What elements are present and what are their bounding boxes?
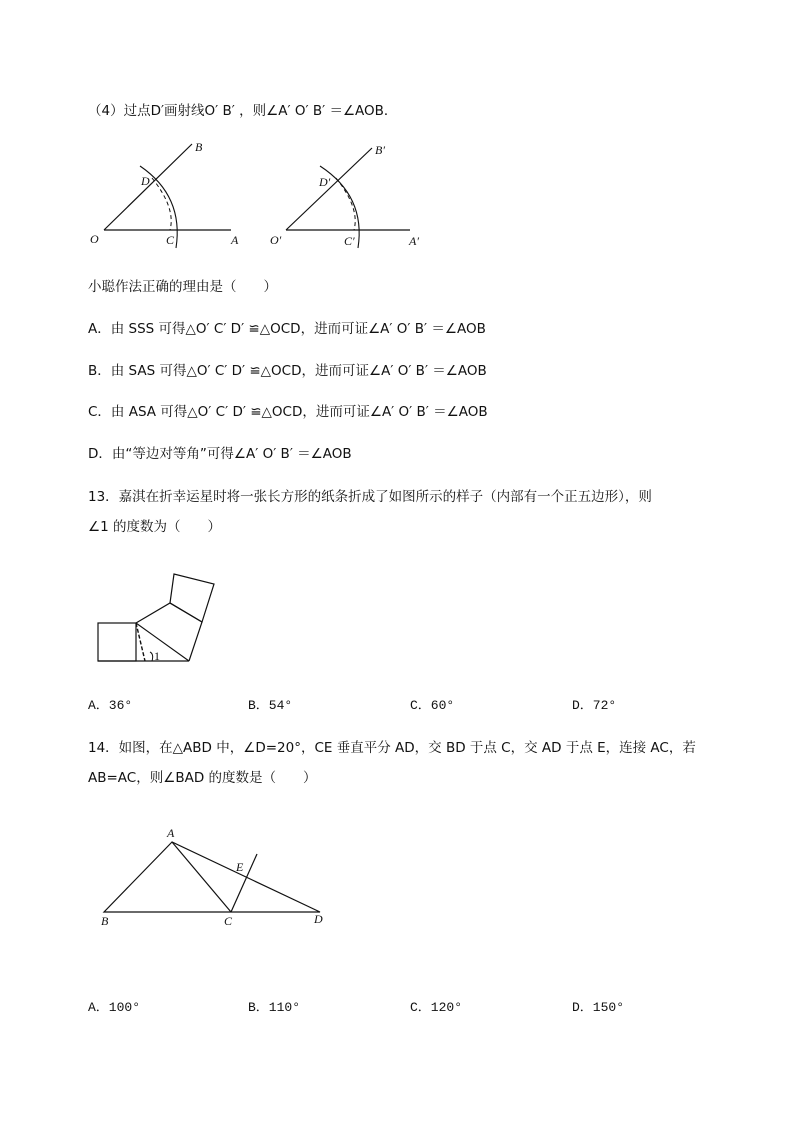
- label-c: C: [224, 914, 233, 928]
- q12-option-d: D．由“等边对等角”可得∠A′ O′ B′ ＝∠AOB: [88, 446, 352, 462]
- label-a: A: [231, 233, 239, 247]
- label-d-prime: D′: [319, 175, 331, 189]
- q12-option-c: C．由 ASA 可得△O′ C′ D′ ≌△OCD，进而可证∠A′ O′ B′ ＝∠AOB: [88, 404, 488, 420]
- q12-option-a: A．由 SSS 可得△O′ C′ D′ ≌△OCD，进而可证∠A′ O′ B′ ＝∠AOB: [88, 321, 486, 337]
- step-4-text: （4）过点D′画射线O′ B′ ，则∠A′ O′ B′ ＝∠AOB．: [88, 103, 398, 119]
- q14-text-line2: AB=AC，则∠BAD 的度数是（ ）: [88, 770, 317, 786]
- q12-question: 小聪作法正确的理由是（ ）: [88, 279, 277, 295]
- q13-text-line1: 13．嘉淇在折幸运星时将一张长方形的纸条折成了如图所示的样子（内部有一个正五边形），则: [88, 489, 652, 505]
- label-b: B: [101, 914, 109, 928]
- angle-1-arc: [150, 652, 153, 661]
- figure-folded-star: [96, 570, 226, 670]
- q14-option-d: D．150°: [572, 1000, 625, 1015]
- label-c: C: [166, 233, 175, 247]
- dashed-cd-prime: [336, 178, 355, 230]
- label-d: D: [141, 174, 150, 188]
- q12-option-b: B．由 SAS 可得△O′ C′ D′ ≌△OCD，进而可证∠A′ O′ B′ ＝∠AOB: [88, 363, 487, 379]
- figure-copied-angle: [268, 136, 438, 246]
- perpendicular-bisector: [231, 854, 257, 912]
- label-d: D: [314, 912, 323, 926]
- label-a: A: [167, 826, 175, 840]
- pentagon-edges: [136, 603, 202, 661]
- label-e: E: [236, 860, 244, 874]
- q14-option-c: C．120°: [410, 1000, 463, 1015]
- label-b-prime: B′: [375, 143, 385, 157]
- q14-text-line1: 14．如图，在△ABD 中，∠D=20°，CE 垂直平分 AD，交 BD 于点 C，交 AD 于点 E，连接 AC，若: [88, 740, 696, 756]
- label-o: O: [90, 232, 99, 246]
- label-o-prime: O′: [270, 233, 282, 247]
- q14-option-b: B．110°: [248, 1000, 301, 1015]
- label-a-prime: A′: [409, 234, 419, 248]
- q13-option-a: A．36°: [88, 698, 133, 713]
- triangle-abd: [104, 842, 320, 912]
- strip-left: [98, 623, 136, 661]
- q13-text-line2: ∠1 的度数为（ ）: [88, 519, 221, 535]
- q13-option-c: C．60°: [410, 698, 455, 713]
- strip-top: [170, 574, 214, 622]
- angle-1-label: 1: [154, 649, 160, 663]
- ray-ob-prime: [286, 148, 372, 230]
- label-b: B: [195, 140, 203, 154]
- figure-original-angle: [88, 136, 248, 246]
- figure-triangle-abd: [96, 822, 336, 932]
- q13-option-b: B．54°: [248, 698, 293, 713]
- q14-option-a: A．100°: [88, 1000, 141, 1015]
- label-c-prime: C′: [344, 234, 355, 248]
- segment-ac: [172, 842, 231, 912]
- q13-option-d: D．72°: [572, 698, 617, 713]
